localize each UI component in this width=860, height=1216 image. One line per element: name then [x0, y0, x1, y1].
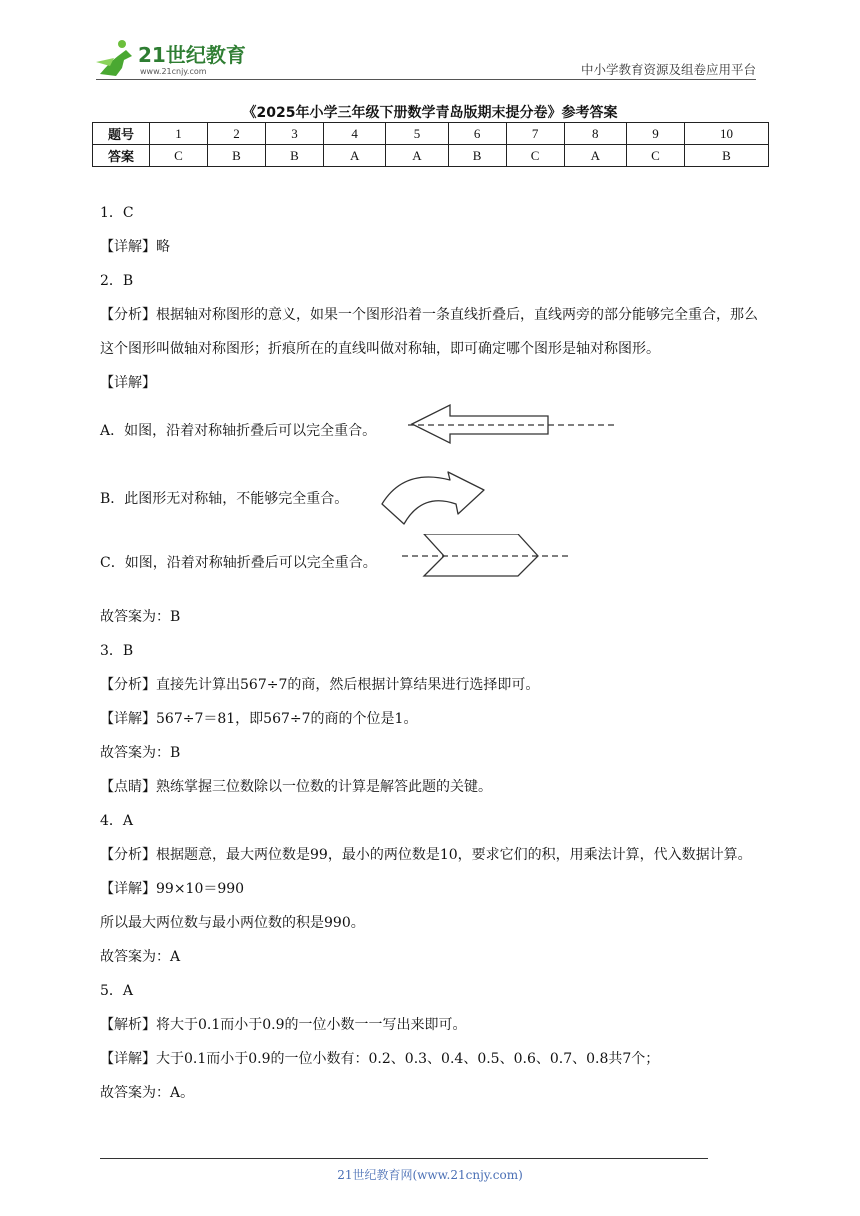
table-cell: 5 [386, 123, 448, 145]
curved-arrow-figure [378, 464, 490, 530]
q2-detail: 【详解】 [100, 375, 156, 391]
q1-detail: 【详解】略 [100, 239, 170, 255]
table-cell: B [208, 145, 266, 167]
q2-conclusion: 故答案为：B [100, 609, 181, 625]
q4-analysis: 【分析】根据题意，最大两位数是99，最小的两位数是10，要求它们的积，用乘法计算，代入数据计算。 [100, 847, 752, 863]
q2-analysis: 【分析】根据轴对称图形的意义，如果一个图形沿着一条直线折叠后，直线两旁的部分能够完全重合，那么这个图形叫做轴对称图形；折痕所在的直线叫做对称轴，即可确定哪个图形是轴对称图形。 [100, 307, 758, 357]
table-row-answers [93, 145, 769, 167]
table-header-number: 题号 [93, 123, 150, 145]
q3-answer: 3．B [100, 643, 134, 659]
q4-conclusion: 故答案为：A [100, 949, 181, 965]
q4-summary: 所以最大两位数与最小两位数的积是990。 [100, 915, 365, 931]
q4-answer: 4．A [100, 813, 134, 829]
q2-option-a [100, 400, 770, 464]
page-title: 《2025年小学三年级下册数学青岛版期末提分卷》参考答案 [242, 105, 618, 121]
table-cell: 9 [626, 123, 684, 145]
table-cell: 6 [448, 123, 506, 145]
table-cell: 3 [266, 123, 324, 145]
table-header-answer: 答案 [93, 145, 150, 167]
q1-answer: 1．C [100, 205, 134, 221]
q3-conclusion: 故答案为：B [100, 745, 181, 761]
footer-divider [100, 1158, 708, 1159]
q3-analysis: 【分析】直接先计算出567÷7的商，然后根据计算结果进行选择即可。 [100, 677, 540, 693]
q2-option-b-text: B．此图形无对称轴，不能够完全重合。 [100, 491, 349, 507]
table-cell: B [448, 145, 506, 167]
table-row-numbers [93, 123, 769, 145]
q2-option-c-text: C．如图，沿着对称轴折叠后可以完全重合。 [100, 555, 377, 571]
q5-answer: 5．A [100, 983, 134, 999]
logo-url: www.21cnjy.com [140, 67, 207, 76]
table-cell: B [266, 145, 324, 167]
platform-name: 中小学教育资源及组卷应用平台 [580, 62, 756, 77]
solutions [100, 196, 770, 1110]
table-cell: C [626, 145, 684, 167]
q5-conclusion: 故答案为：A。 [100, 1085, 195, 1101]
table-cell: C [506, 145, 564, 167]
table-cell: A [324, 145, 386, 167]
logo-21cnjy [92, 36, 262, 80]
q5-detail: 【详解】大于0.1而小于0.9的一位小数有：0.2、0.3、0.4、0.5、0.6、0.7、0.8共7个； [100, 1051, 660, 1067]
table-cell: 10 [684, 123, 768, 145]
table-cell: 8 [564, 123, 626, 145]
q2-option-c [100, 534, 770, 600]
arrow-figure [408, 402, 614, 446]
footer-link[interactable]: 21世纪教育网(www.21cnjy.com) [337, 1168, 523, 1182]
table-cell: A [564, 145, 626, 167]
table-cell: B [684, 145, 768, 167]
q3-detail: 【详解】567÷7＝81，即567÷7的商的个位是1。 [100, 711, 418, 727]
q5-analysis: 【解析】将大于0.1而小于0.9的一位小数一一写出来即可。 [100, 1017, 467, 1033]
q2-answer: 2．B [100, 273, 134, 289]
table-cell: A [386, 145, 448, 167]
q3-comment: 【点睛】熟练掌握三位数除以一位数的计算是解答此题的关键。 [100, 779, 492, 795]
q2-option-a-text: A．如图，沿着对称轴折叠后可以完全重合。 [100, 423, 377, 439]
q4-detail: 【详解】99×10＝990 [100, 881, 245, 897]
answer-table [92, 122, 769, 167]
q2-option-b [100, 464, 770, 534]
table-cell: 2 [208, 123, 266, 145]
table-cell: 4 [324, 123, 386, 145]
header-divider [96, 79, 756, 80]
table-cell: 7 [506, 123, 564, 145]
table-cell: 1 [150, 123, 208, 145]
logo-text: 21世纪教育 [138, 43, 246, 67]
chevron-figure [402, 534, 572, 578]
table-cell: C [150, 145, 208, 167]
runner-icon [96, 40, 132, 76]
